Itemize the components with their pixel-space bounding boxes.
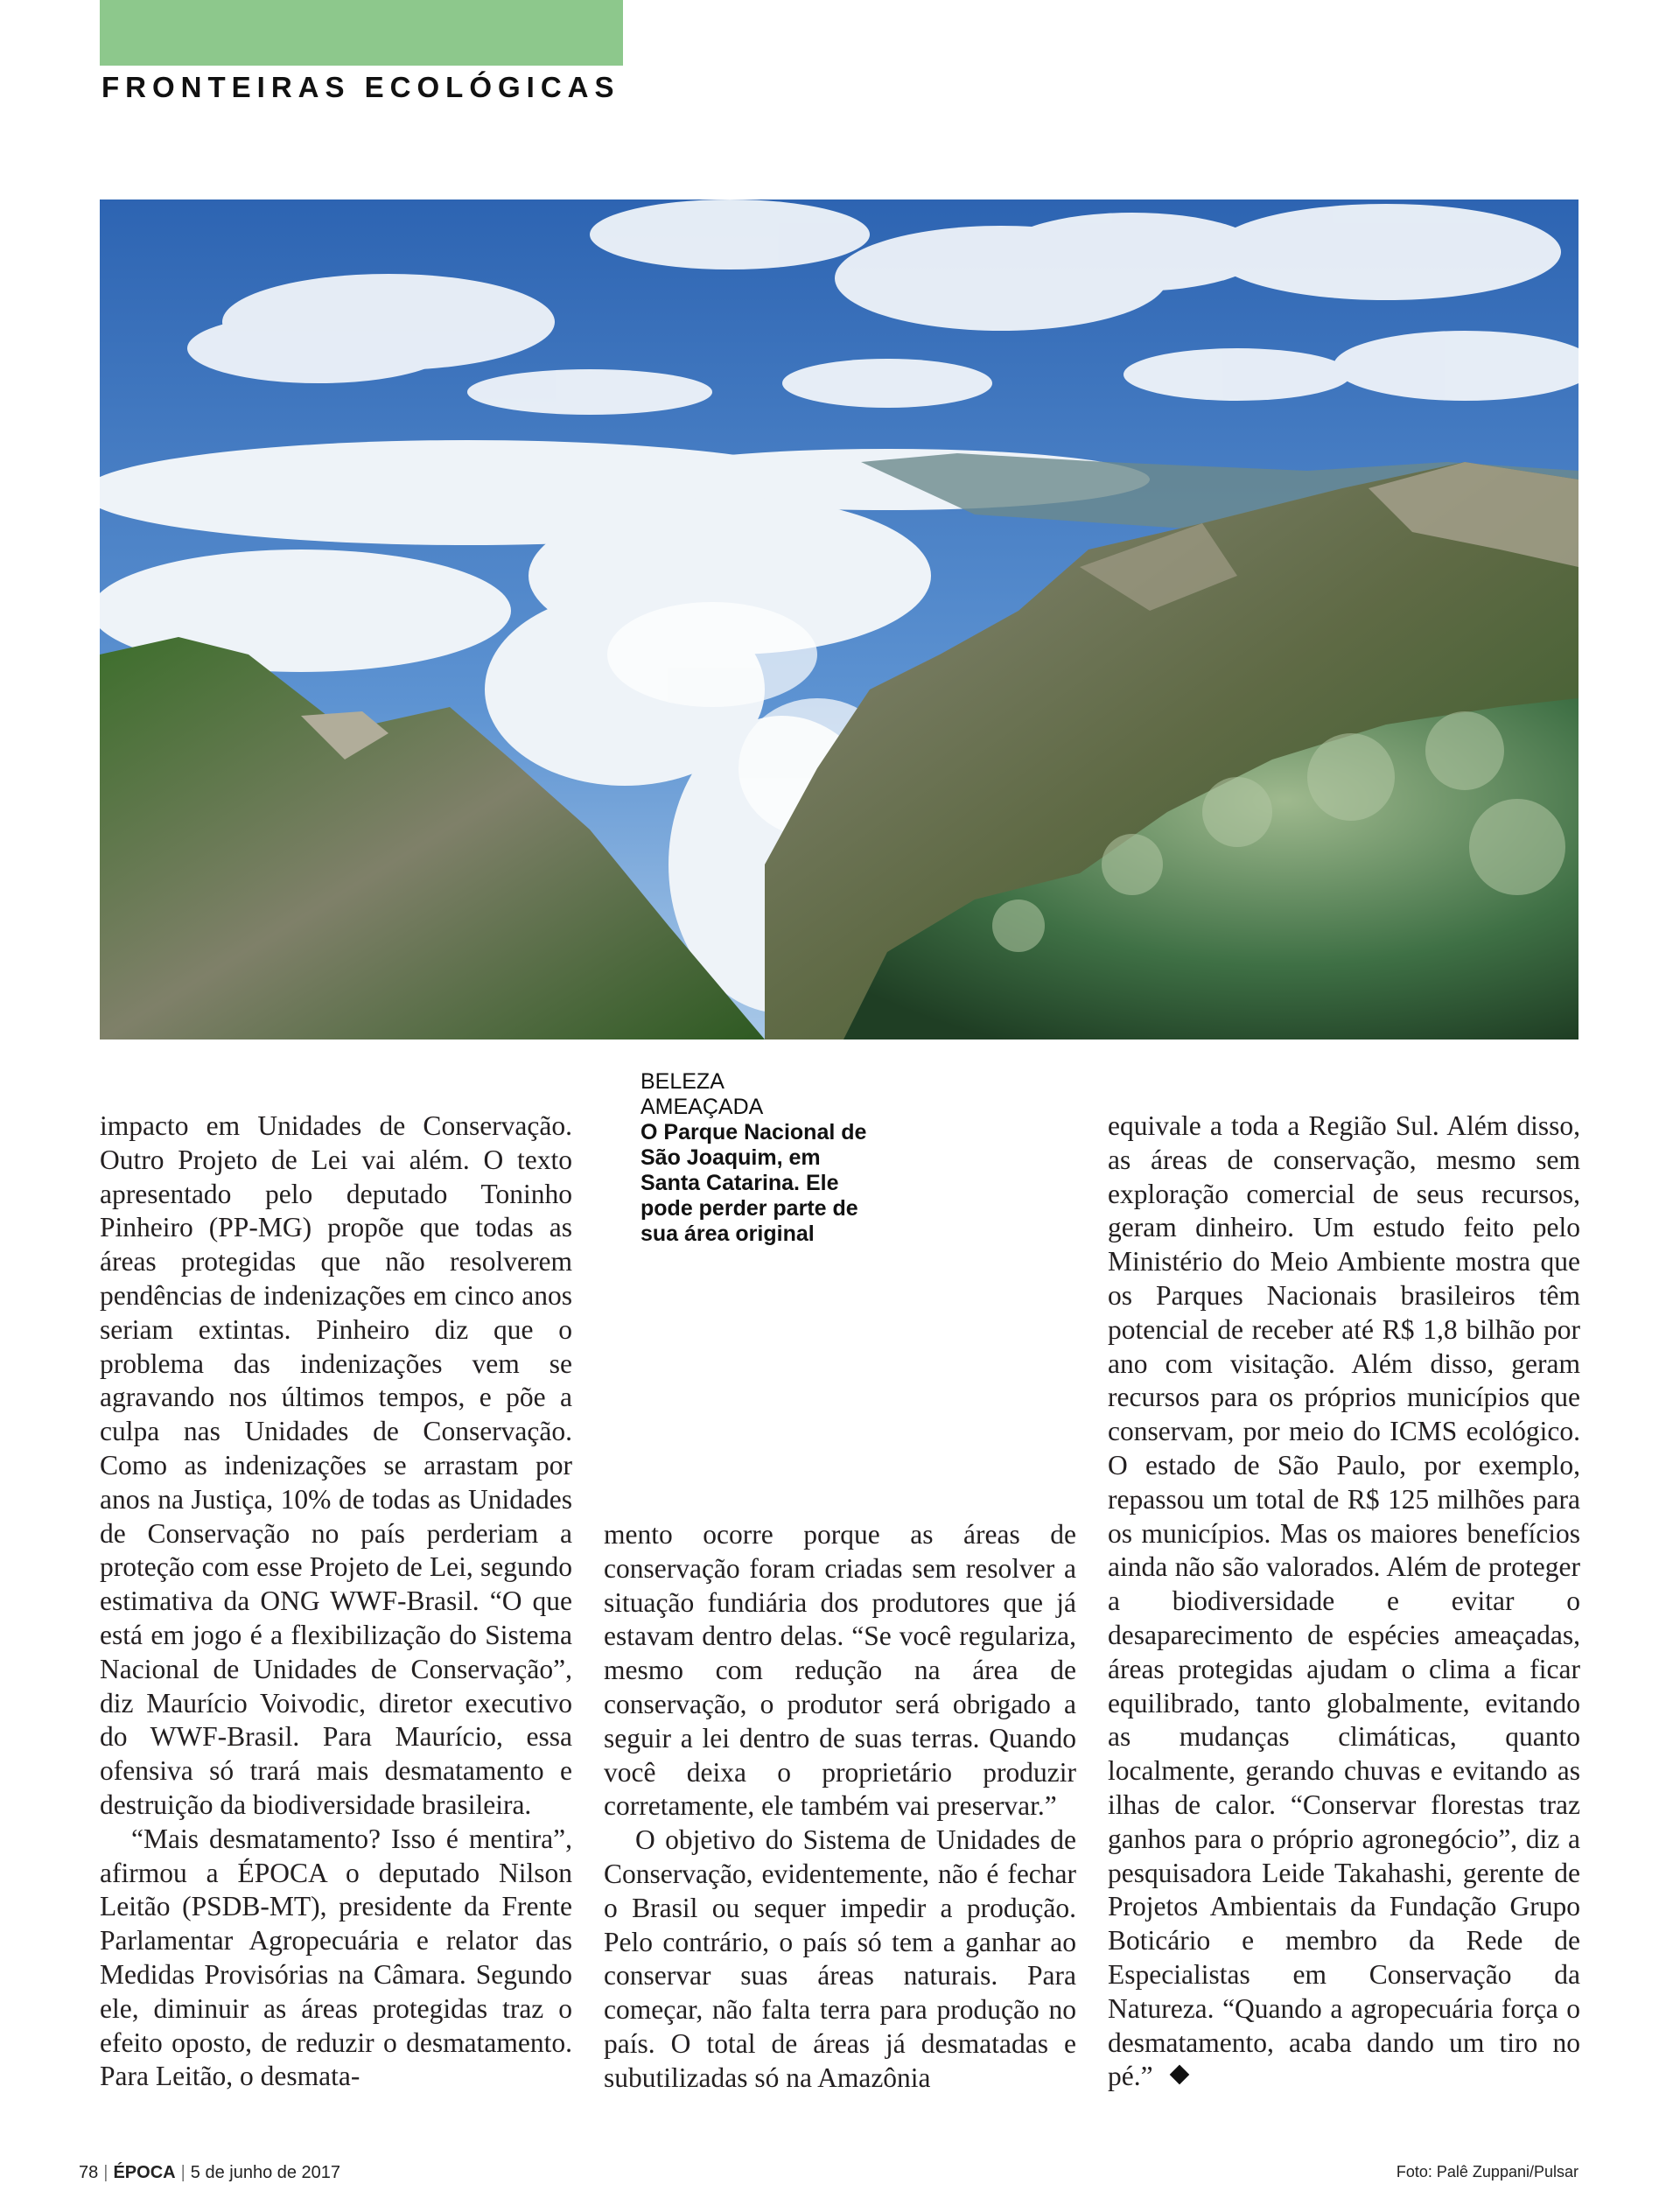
- photo-credit: Foto: Palê Zuppani/Pulsar: [1396, 2163, 1578, 2180]
- issue-date: 5 de junho de 2017: [190, 2163, 341, 2182]
- article-column-1: [100, 1110, 572, 2094]
- article-column-3: [1108, 1110, 1580, 2094]
- col3-paragraph-1: [1108, 1110, 1580, 2094]
- end-of-article-diamond-icon: [1169, 2065, 1189, 2085]
- col1-paragraph-1: impacto em Unidades de Conservação. Outro Projeto de Lei vai além. O texto apresentado pelo deputado Toninho Pinheiro (PP-MG) propõe que todas as áreas protegidas que não resolverem pendências de indenizações em cinco anos seriam extintas. Pinheiro diz que o problema das indenizações vem se agravando nos últimos tempos, e põe a culpa nas Unidades de Conservação. Como as indenizações se arrastam por anos na Justiça, 10% de todas as Unidades de Conservação no país perderiam a proteção com esse Projeto de Lei, segundo estimativa da ONG WWF-Brasil. “O que está em jogo é a flexibilização do Sistema Nacional de Unidades de Conservação”, diz Maurício Voivodic, diretor executivo do WWF-Brasil. Para Maurício, essa ofensiva só trará mais desmatamento e destruição da biodiversidade brasileira.: [100, 1110, 572, 1820]
- caption-kicker-line2: AMEAÇADA: [640, 1095, 764, 1119]
- magazine-name: ÉPOCA: [113, 2163, 176, 2182]
- page-footer: [0, 2163, 1680, 2189]
- col1-paragraph-2: “Mais desmatamento? Isso é mentira”, afirmou a ÉPOCA o deputado Nilson Leitão (PSDB-MT), presidente da Frente Parlamentar Agropecuária e relator das Medidas Provisórias na Câmara. Segundo ele, diminuir as áreas protegidas traz o efeito oposto, de reduzir o desmatamento. Para Leitão, o desmata-: [100, 1823, 572, 2092]
- article-column-2: [604, 1518, 1076, 2096]
- section-color-bar: [100, 0, 623, 66]
- caption-kicker-line1: BELEZA: [640, 1069, 724, 1094]
- footer-folio: 78 | ÉPOCA | 5 de junho de 2017: [79, 2163, 341, 2182]
- col3-paragraph-1-text: equivale a toda a Região Sul. Além disso, as áreas de conservação, mesmo sem exploração comercial de seus recursos, geram dinheiro. Um estudo feito pelo Ministério do Meio Ambiente mostra que os Parques Nacionais brasileiros têm potencial de receber até R$ 1,8 bilhão por ano com visitação. Além disso, geram recursos para os próprios municípios que conservam, por meio do ICMS ecológico. O estado de São Paulo, por exemplo, repassou um total de R$ 125 milhões para os municípios. Mas os maiores benefícios ainda não são valorados. Além de proteger a biodiversidade e evitar o desaparecimento de espécies ameaçadas, áreas protegidas ajudam o clima a ficar equilibrado, tanto globalmente, evitando as mudanças climáticas, quanto localmente, gerando chuvas e evitando as ilhas de calor. “Conservar florestas traz ganhos para o próprio agronegócio”, diz a pesquisadora Leide Takahashi, gerente de Projetos Ambientais da Fundação Grupo Boticário e membro da Rede de Especialistas em Conservação da Natureza. “Quando a agropecuária força o desmatamento, acaba dando um tiro no pé.”: [1108, 1110, 1580, 2092]
- canyon-photo-illustration: [100, 200, 1578, 1040]
- section-label: FRONTEIRAS ECOLÓGICAS: [102, 71, 620, 103]
- landscape-photo: [100, 200, 1578, 1040]
- caption-text: O Parque Nacional de São Joaquim, em Santa Catarina. Ele pode perder parte de sua área original: [640, 1120, 867, 1246]
- page-number: 78: [79, 2163, 99, 2182]
- col2-paragraph-1: mento ocorre porque as áreas de conservação foram criadas sem resolver a situação fundiária dos produtores que já estavam dentro delas. “Se você regulariza, mesmo com redução na área de conservação, o produtor será obrigado a seguir a lei dentro de suas terras. Quando você deixa o proprietário produzir corretamente, ele também vai preservar.”: [604, 1519, 1076, 1822]
- col2-paragraph-2: O objetivo do Sistema de Unidades de Conservação, evidentemente, não é fechar o Brasil ou sequer impedir a produção. Pelo contrário, o país só tem a ganhar ao conservar suas áreas naturais. Para começar, não falta terra para produção no país. O total de áreas já desmatadas e subutilizadas só na Amazônia: [604, 1824, 1076, 2093]
- photo-caption: [640, 1069, 868, 1247]
